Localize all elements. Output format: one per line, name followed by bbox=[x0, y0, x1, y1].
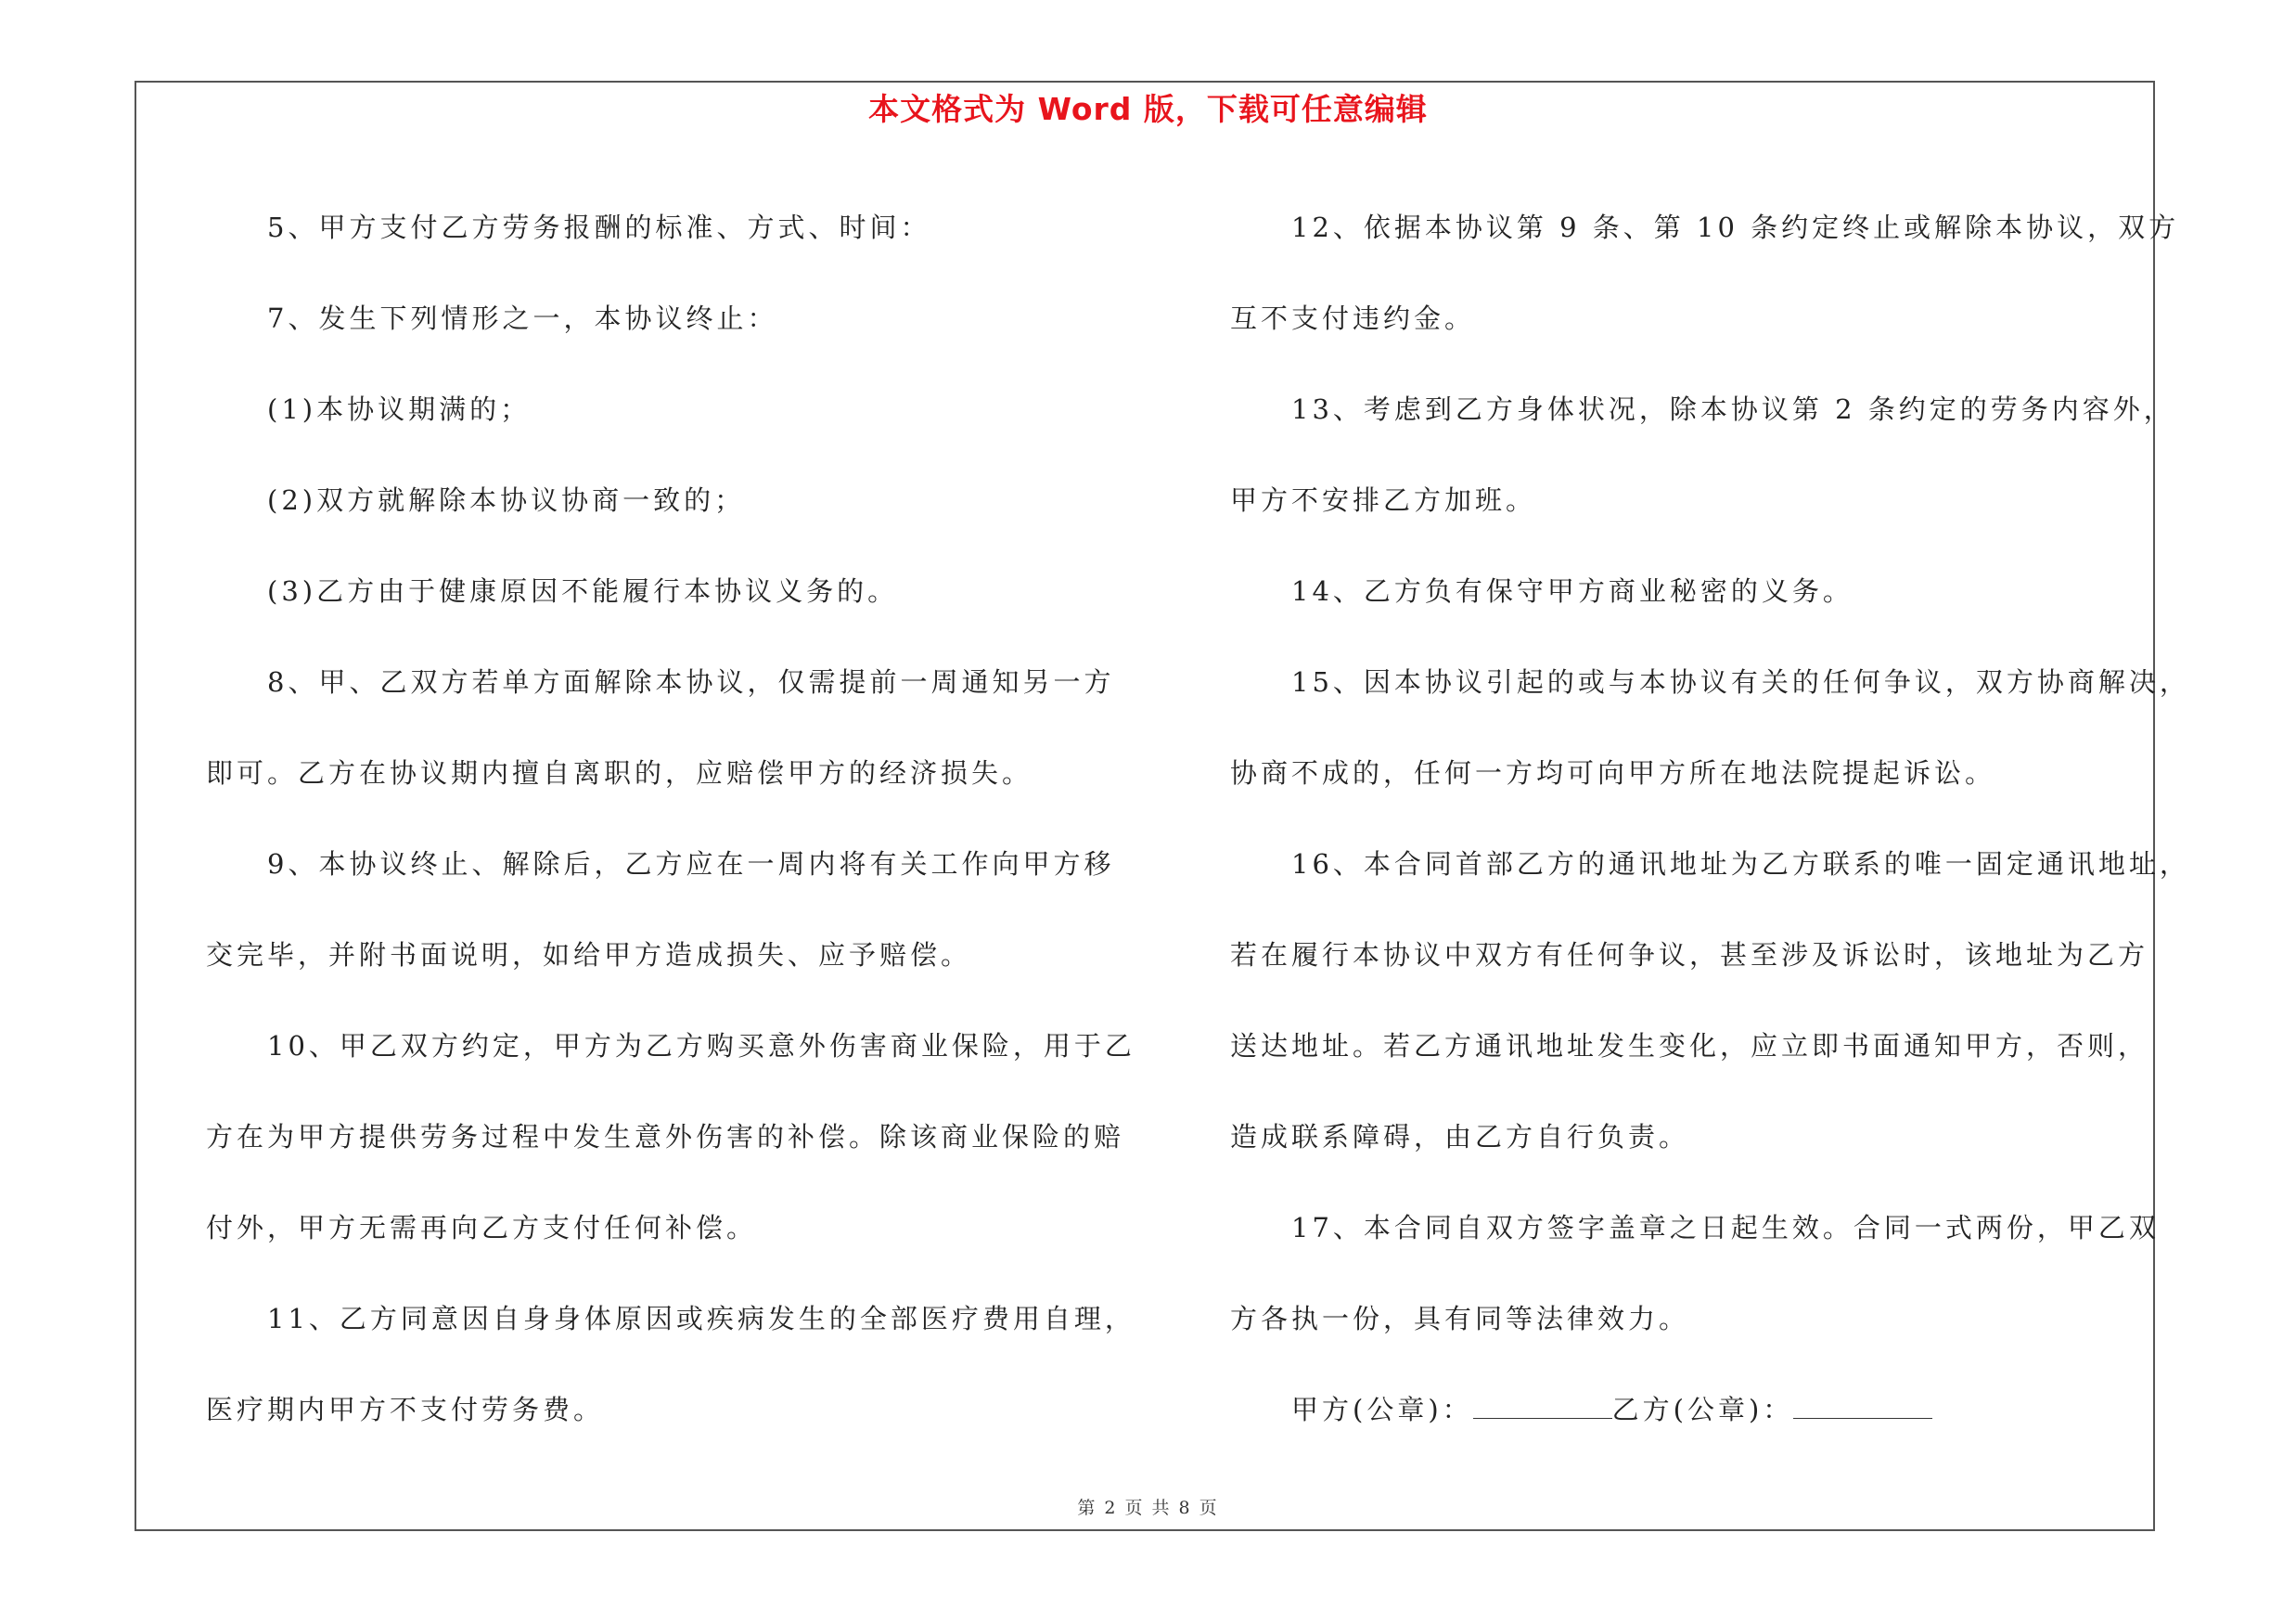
paragraph-line: 5、甲方支付乙方劳务报酬的标准、方式、时间： bbox=[267, 212, 931, 243]
paragraph-line: (2)双方就解除本协议协商一致的； bbox=[267, 484, 746, 516]
paragraph-line: 方各执一份，具有同等法律效力。 bbox=[1230, 1303, 1690, 1334]
party-b-seal-label: 乙方(公章)： bbox=[1611, 1394, 1794, 1425]
paragraph-line: 11、乙方同意因自身身体原因或疾病发生的全部医疗费用自理， bbox=[267, 1303, 1135, 1334]
paragraph-line: 若在履行本协议中双方有任何争议，甚至涉及诉讼时，该地址为乙方 bbox=[1230, 939, 2149, 971]
paragraph-line: 7、发生下列情形之一，本协议终止： bbox=[267, 303, 778, 334]
paragraph-line: 交完毕，并附书面说明，如给甲方造成损失、应予赔偿。 bbox=[206, 939, 972, 971]
paragraph-line: 10、甲乙双方约定，甲方为乙方购买意外伤害商业保险，用于乙 bbox=[267, 1030, 1135, 1062]
paragraph-line: 方在为甲方提供劳务过程中发生意外伤害的补偿。除该商业保险的赔 bbox=[206, 1121, 1125, 1153]
paragraph-line: 14、乙方负有保守甲方商业秘密的义务。 bbox=[1291, 575, 1853, 607]
party-b-signature-blank bbox=[1793, 1398, 1932, 1419]
paragraph-line: 12、依据本协议第 9 条、第 10 条约定终止或解除本协议，双方 bbox=[1291, 212, 2180, 243]
right-column bbox=[1230, 182, 2190, 1455]
paragraph-line: 付外，甲方无需再向乙方支付任何补偿。 bbox=[206, 1212, 758, 1243]
paragraph-line: 17、本合同自双方签字盖章之日起生效。合同一式两份，甲乙双 bbox=[1291, 1212, 2160, 1243]
paragraph-line: 送达地址。若乙方通讯地址发生变化，应立即书面通知甲方，否则， bbox=[1230, 1030, 2149, 1062]
paragraph-line: 13、考虑到乙方身体状况，除本协议第 2 条约定的劳务内容外， bbox=[1291, 393, 2174, 425]
format-banner: 本文格式为 Word 版，下载可任意编辑 bbox=[868, 91, 1428, 127]
party-a-seal-label: 甲方(公章)： bbox=[1291, 1394, 1473, 1425]
paragraph-line: (3)乙方由于健康原因不能履行本协议义务的。 bbox=[267, 575, 899, 607]
paragraph-line: 甲方不安排乙方加班。 bbox=[1230, 484, 1537, 516]
party-a-signature-blank bbox=[1473, 1398, 1612, 1419]
paragraph-line: 15、因本协议引起的或与本协议有关的任何争议，双方协商解决， bbox=[1291, 666, 2190, 698]
paragraph-line: 16、本合同首部乙方的通讯地址为乙方联系的唯一固定通讯地址， bbox=[1291, 848, 2190, 880]
paragraph-line: 协商不成的，任何一方均可向甲方所在地法院提起诉讼。 bbox=[1230, 757, 1996, 789]
paragraph-line: (1)本协议期满的； bbox=[267, 393, 532, 425]
paragraph-line: 9、本协议终止、解除后，乙方应在一周内将有关工作向甲方移 bbox=[267, 848, 1115, 880]
paragraph-line: 8、甲、乙双方若单方面解除本协议，仅需提前一周通知另一方 bbox=[267, 666, 1115, 698]
left-column bbox=[206, 182, 1166, 1455]
paragraph-line: 造成联系障碍，由乙方自行负责。 bbox=[1230, 1121, 1690, 1153]
paragraph-line: 互不支付违约金。 bbox=[1230, 303, 1476, 334]
paragraph-line: 即可。乙方在协议期内擅自离职的，应赔偿甲方的经济损失。 bbox=[206, 757, 1033, 789]
page-number-footer: 第 2 页 共 8 页 bbox=[1077, 1498, 1219, 1518]
signature-line bbox=[1230, 1364, 2158, 1455]
paragraph-line: 医疗期内甲方不支付劳务费。 bbox=[206, 1394, 605, 1425]
